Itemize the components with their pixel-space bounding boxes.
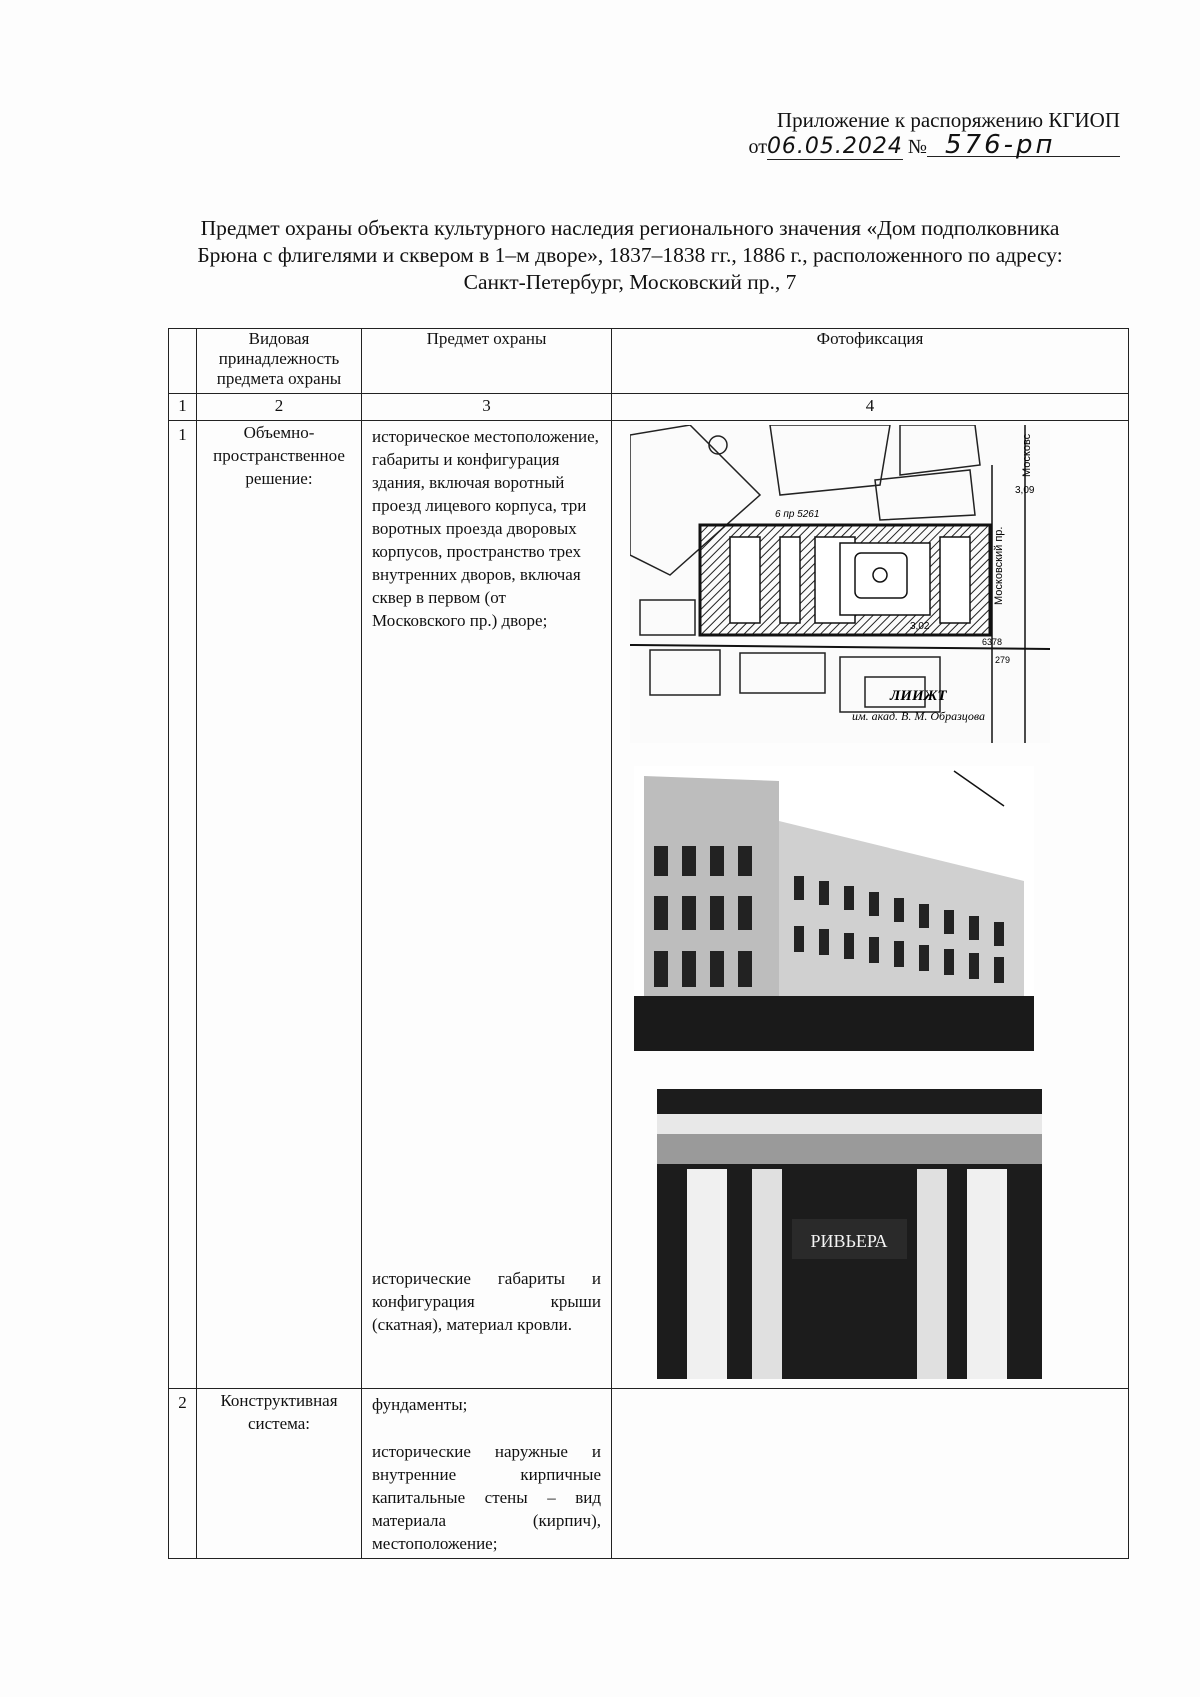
header-cell-photo: Фотофиксация: [612, 329, 1129, 394]
map-label-mark-3: 6378: [982, 637, 1003, 647]
table-row: [169, 1389, 1129, 1559]
map-label-institute-name: им. акад. В. М. Образцова: [852, 709, 986, 723]
column-number-4: 4: [612, 394, 1129, 421]
appendix-date-number: [700, 130, 1120, 160]
appendix-title: Приложение к распоряжению КГИОП: [776, 108, 1120, 132]
subject-text-2: исторические габариты и конфигурация крыши (скатная), материал кровли.: [372, 1269, 601, 1334]
column-number-1: 1: [169, 394, 197, 421]
cadastral-map-image: [630, 425, 1050, 743]
subject-text-1: историческое местоположение, габариты и конфигурация здания, включая воротный проезд лицевого корпуса, три воротных проезда дворовых корпусов, пространство трех внутренних дворов, включая сквер в первом (от Московского пр.) дворе;: [372, 427, 599, 630]
document-title: Предмет охраны объекта культурного наследия регионального значения «Дом подполковника Брюна с флигелями и сквером в 1–м дворе», 1837–1838 гг., 1886 г., расположенного по адресу: Санкт-Петербург, Московский пр., 7: [197, 216, 1063, 294]
row-type: Конструктивная система:: [197, 1389, 362, 1559]
row-photos-empty: [612, 1389, 1129, 1559]
order-date: 06.05.2024: [766, 134, 903, 159]
header-cell-subject: Предмет охраны: [362, 329, 612, 394]
table-header-row: [169, 329, 1129, 394]
map-label-mark-2: 3,02: [910, 621, 930, 632]
order-number: 576-рп: [927, 134, 1120, 157]
row-number: 1: [169, 421, 197, 1389]
facade-sign-text: РИВЬЕРА: [810, 1231, 888, 1251]
map-label-institute: ЛИИЖТ: [890, 688, 947, 704]
facade-photo-2: [657, 1089, 1042, 1379]
map-label-street-2: Московс: [1021, 433, 1033, 477]
map-label-plot: 6 пр 5261: [775, 509, 820, 520]
appendix-header: [700, 108, 1120, 159]
subject-text-1: фундаменты;: [372, 1395, 468, 1414]
photo-container: [612, 421, 1128, 1384]
protection-table: [168, 328, 1129, 1559]
header-cell-empty: [169, 329, 197, 394]
map-label-mark-4: 279: [995, 655, 1011, 665]
subject-text-2: исторические наружные и внутренние кирпичные капитальные стены – вид материала (кирпич), местоположение;: [372, 1442, 601, 1553]
map-label-street: Московский пр.: [993, 526, 1005, 605]
row-subject: [362, 421, 612, 1389]
column-number-3: 3: [362, 394, 612, 421]
row-photos: [612, 421, 1129, 1389]
header-cell-type: Видовая принадлежность предмета охраны: [197, 329, 362, 394]
column-number-row: [169, 394, 1129, 421]
row-type: Объемно-пространственное решение:: [197, 421, 362, 1389]
number-sign: №: [907, 136, 927, 158]
row-number: 2: [169, 1389, 197, 1559]
facade-photo-1: [634, 766, 1034, 1051]
column-number-2: 2: [197, 394, 362, 421]
table-row: [169, 421, 1129, 1389]
row-subject: [362, 1389, 612, 1559]
from-prefix: от: [748, 136, 767, 158]
map-label-mark-1: 3,09: [1015, 485, 1035, 496]
